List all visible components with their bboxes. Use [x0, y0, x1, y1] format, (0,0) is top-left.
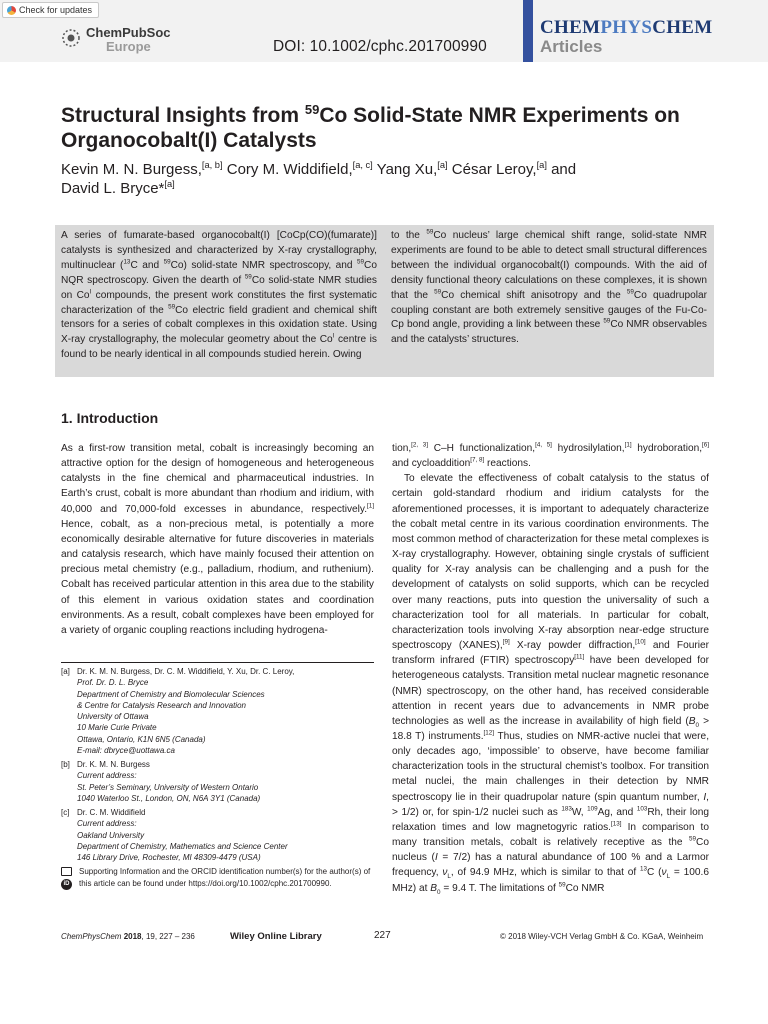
publisher-logo	[60, 26, 171, 53]
body-column-right	[392, 441, 709, 896]
paragraph: As a first-row transition metal, cobalt is increasingly becoming an attractive option for the design of homogeneous and heterogeneous catalysts in the fine chemical and pharmaceutical industries. In Earth’s crust, cobalt is more abundant than rhodium and iridium, with 40,000 and 70,000-fold excesses in abundance, respectively.[1] Hence, cobalt, as a non-precious metal, is potentially a more economically desirable alternative for future discoveries in materials and catalysis research, which have mainly focused their attention on precious metal chemistry (e.g., palladium, rhodium, and ruthenium). Cobalt has received particular attention in this area due to the stability of this element in various oxidation states and coordination environments. As a result, cobalt complexes have been employed for a variety of organic coupling reactions including hydrogena-	[61, 443, 374, 636]
page-number: 227	[374, 930, 391, 941]
author-list: Kevin M. N. Burgess,[a, b] Cory M. Widdifield,[a, c] Yang Xu,[a] César Leroy,[a] and David L. Bryce*[a]	[61, 160, 577, 197]
paragraph: To elevate the effectiveness of cobalt catalysis to the status of certain gold-standard rhodium and iridium catalysts for the aforementioned processes, it is important to adequately characterize the cobalt metal centre in its various coordination environments. The most common method of characterization for these metal complexes is X-ray crystallography. However, obtaining single crystals of sufficient quality for X-ray analysis can be challenging and a push for the development of catalysts on solid supports, which can be recycled over many reactions, puts into question the universality of such a characterization tool for all materials. In particular for cobalt, characterization tools involving X-ray absorption near-edge structure spectroscopy (XANES),[9] X-ray powder diffraction,[10] and Fourier transform infrared (FTIR) spectroscopy[11] have been developed for heterogeneous catalysts. Transition metal nuclear magnetic resonance (NMR) spectroscopy, on the other hand, has received considerable attention in recent years due to advancements in NMR probe technologies as well as the increase in availability of high field ($B_0 > 18.8$ T) instruments.[12] Thus, studies on NMR-active nuclei that were, only decades ago, ‘impossible’ to observe, have become familiar characterization tools in the structural chemist’s toolbox. For transition metal nuclei, the main challenges in their detection by NMR spectroscopy lie in their quadrupolar nature (spin quantum number, I, > 1/2) or, for spin-1/2 nuclei such as $^{183}$W, $^{109}$Ag, and $^{103}$Rh, their long relaxation times and low magnetogyric ratios.[13] In comparison to many transition metals, cobalt is relatively receptive as the $^{59}$Co nucleus (I = 7/2) has a natural abundance of 100 % and a Larmor frequency, $\nu_L$, of 94.9 MHz, which is similar to that of $^{13}$C ($\nu_L = 100.6$ MHz) at $B_0 = 9.4$ T. The limitations of $^{59}$Co NMR	[392, 473, 710, 896]
footnote-b: [b] Dr. K. M. N. Burgess Current address: St. Peter’s Seminary, University of Western Ontario 1040 Waterloo St., London, ON, N6A 3Y1 (Canada)	[61, 760, 261, 803]
email-link[interactable]: E-mail: dbryce@uottawa.ca	[77, 745, 175, 755]
wiley-online-library-link[interactable]: Wiley Online Library	[230, 931, 322, 942]
paragraph: tion,[2, 3] C–H functionalization,[4, 5] hydrosilylation,[1] hydroboration,[6] and cycloaddition[7, 8] reactions.	[392, 441, 710, 470]
author: Yang Xu,	[376, 161, 438, 178]
citation-line: ChemPhysChem 2018, 19, 227 – 236	[61, 932, 195, 941]
abstract-box	[55, 225, 714, 377]
article-title: Structural Insights from $^{59}$Co Solid-State NMR Experiments on Organocobalt(I) Catalysts	[61, 102, 680, 152]
copyright: © 2018 Wiley-VCH Verlag GmbH & Co. KGaA, Weinheim	[500, 932, 704, 941]
journal-name: CHEMPHYSCHEM	[540, 17, 713, 38]
check-for-updates-button[interactable]	[2, 2, 99, 18]
doi: DOI: 10.1002/cphc.201700990	[273, 38, 487, 55]
orcid-icon: iD	[61, 879, 72, 890]
section-heading: 1. Introduction	[61, 410, 159, 426]
crossmark-icon	[7, 6, 16, 15]
abstract-right: to the $^{59}$Co nucleus’ large chemical shift range, solid-state NMR experiments are found to be able to detect small structural differences between the individual organocobalt(I) compounds. With the aid of density functional theory calculations on these complexes, it is shown that the $^{59}$Co chemical shift anisotropy and the $^{59}$Co quadrupolar coupling constant are both extremely sensitive gauges of the Fu-Co-Cp bond angle, providing a link between these $^{59}$Co NMR observables and the catalysts’ structures.	[391, 228, 707, 346]
footnote-c: [c] Dr. C. M. Widdifield Current address: Oakland University Department of Chemistry, Mathematics and Science Center 146 Library Drive, Rochester, MI 48309-4479 (USA)	[61, 808, 288, 862]
check-for-updates-label: Check for updates	[19, 5, 93, 15]
section-label: Articles	[540, 37, 603, 56]
publisher-region: Europe	[106, 39, 151, 54]
body-column-left	[61, 441, 374, 638]
supporting-info-icon	[61, 867, 72, 876]
supporting-info-text[interactable]: Supporting Information and the ORCID identification number(s) for the author(s) of this article can be found under https://doi.org/10.1002/cphc.201700990.	[79, 867, 371, 888]
abstract-left: A series of fumarate-based organocobalt(I) [CoCp(CO)(fumarate)] catalysts is synthesized and characterized by X-ray crystallography, multinuclear ($^{13}$C and $^{59}$Co) solid-state NMR spectroscopy, and $^{59}$Co NQR spectroscopy. Given the dearth of $^{59}$Co solid-state NMR studies on $Co^I$ compounds, the present work constitutes the first systematic characterization of the $^{59}$Co electric field gradient and chemical shift tensors for a series of cobalt complexes in this oxidation state. Using X-ray crystallography, the molecular geometry about the $Co^I$ centre is found to be nearly identical in all compounds studied herein. Owing	[61, 230, 377, 361]
author: César Leroy,	[451, 161, 537, 178]
author: Cory M. Widdifield,	[226, 161, 353, 178]
journal-color-bar	[523, 0, 533, 62]
author: David L. Bryce*	[61, 180, 165, 197]
publisher-name: ChemPubSoc	[86, 25, 171, 40]
chempubsoc-star-icon	[60, 27, 82, 49]
supporting-info-note	[61, 866, 374, 890]
footnotes	[61, 666, 374, 890]
footnote-a: [a] Dr. K. M. N. Burgess, Dr. C. M. Widdifield, Y. Xu, Dr. C. Leroy, Prof. Dr. D. L. Bryce Department of Chemistry and Biomolecular Sciences & Centre for Catalysis Research and Innovation University of Ottawa 10 Marie Curie Private Ottawa, Ontario, K1N 6N5 (Canada) E-mail: dbryce@uottawa.ca	[61, 667, 295, 755]
author: Kevin M. N. Burgess,	[61, 161, 202, 178]
footnote-rule	[61, 662, 374, 663]
